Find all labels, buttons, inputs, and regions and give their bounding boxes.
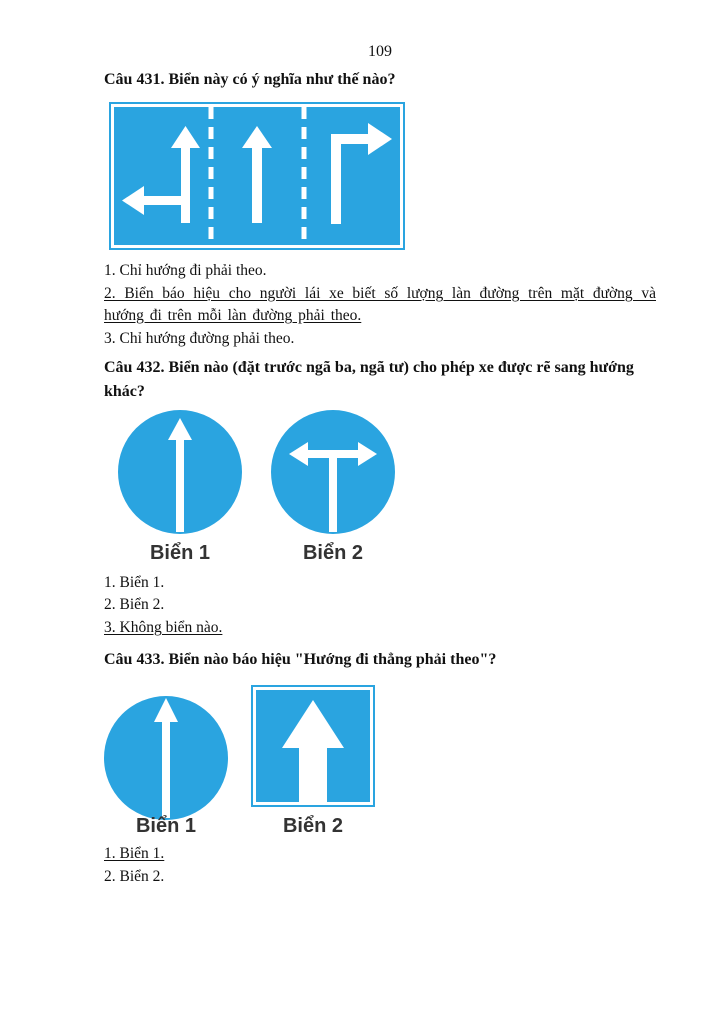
q432-answer-2: 2. Biển 2. [104, 596, 165, 613]
q433-sign1-straight-arrow-icon [104, 696, 228, 820]
page-number: 109 [368, 43, 392, 60]
q433-sign1-label: Biển 1 [135, 815, 197, 837]
q432-answer-3: 3. Không biển nào. [104, 619, 223, 636]
q433-answer-1: 1. Biển 1. [104, 845, 165, 862]
q431-answer-3: 3. Chỉ hướng đường phải theo. [104, 330, 295, 347]
q432-sign1-straight-arrow-icon [118, 410, 242, 534]
q432-sign2-left-right-arrow-icon [271, 410, 395, 534]
q432-sign2-label: Biển 2 [302, 542, 364, 564]
question-431-title: Câu 431. Biển này có ý nghĩa như thế nào? [104, 71, 396, 88]
q431-answer-1: 1. Chỉ hướng đi phải theo. [104, 262, 267, 279]
q432-sign1-label: Biển 1 [149, 542, 211, 564]
q433-sign2-label: Biển 2 [282, 815, 344, 837]
q431-answer-2: 2. Biển báo hiệu cho người lái xe biết số lượng làn đường trên mặt đường và hướng đi trên mỗi làn đường phải theo. [104, 285, 656, 324]
q433-sign2-square-arrow-icon [252, 686, 374, 806]
q432-answer-1: 1. Biển 1. [104, 574, 165, 591]
q432-signs [112, 408, 402, 568]
question-433-title: Câu 433. Biển nào báo hiệu "Hướng đi thẳng phải theo"? [104, 651, 497, 668]
q433-answer-2: 2. Biển 2. [104, 868, 165, 885]
lane-direction-sign-icon [108, 101, 406, 251]
q433-signs [102, 684, 380, 840]
question-432-title: Câu 432. Biển nào (đặt trước ngã ba, ngã tư) cho phép xe được rẽ sang hướng khác? [104, 359, 634, 400]
